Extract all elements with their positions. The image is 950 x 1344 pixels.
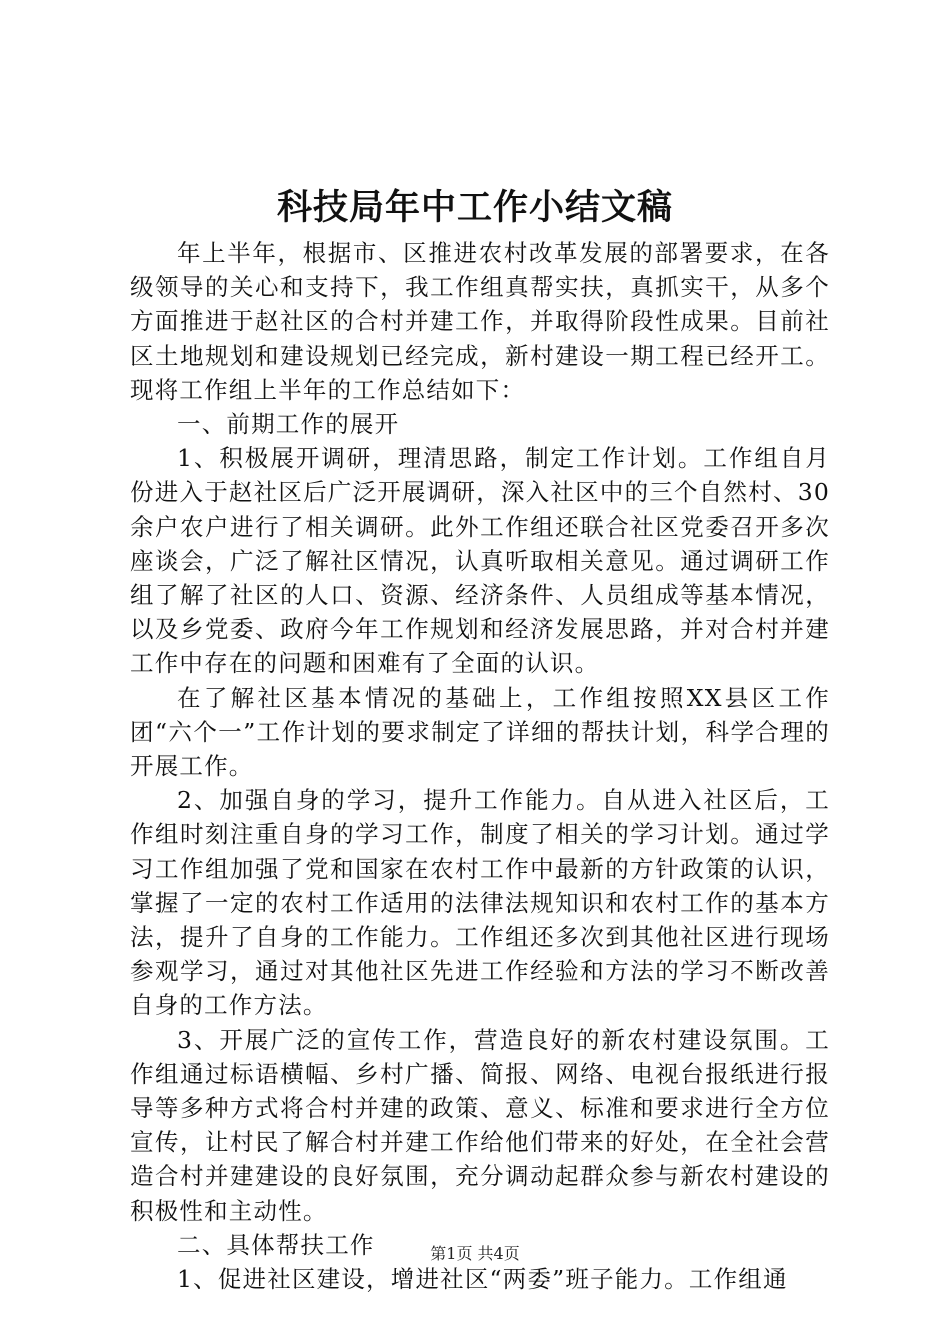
document-title: 科技局年中工作小结文稿 xyxy=(276,187,673,228)
paragraph-learning: 2、加强自身的学习，提升工作能力。自从进入社区后，工作组时刻注重自身的学习工作，制度了相关的学习计划。通过学习工作组加强了党和国家在农村工作中最新的方针政策的认识，掌握了一定的农村工作适用的法律法规知识和农村工作的基本方法，提升了自身的工作能力。工作组还多次到其他社区进行现场参观学习，通过对其他社区先进工作经验和方法的学习不断改善自身的工作方法。 xyxy=(130,786,830,1020)
paragraph-research: 1、积极展开调研，理清思路，制定工作计划。工作组自月份进入于赵社区后广泛开展调研，深入社区中的三个自然村、30余户农户进行了相关调研。此外工作组还联合社区党委召开多次座谈会，广泛了解社区情况，认真听取相关意见。通过调研工作组了解了社区的人口、资源、经济条件、人员组成等基本情况，以及乡党委、政府今年工作规划和经济发展思路，并对合村并建工作中存在的问题和困难有了全面的认识。 xyxy=(130,444,830,678)
paragraph-plan: 在了解社区基本情况的基础上，工作组按照XX县区工作团“六个一”工作计划的要求制定了详细的帮扶计划，科学合理的开展工作。 xyxy=(130,683,830,781)
paragraph-intro: 年上半年，根据市、区推进农村改革发展的部署要求，在各级领导的关心和支持下，我工作组真帮实扶，真抓实干，从多个方面推进于赵社区的合村并建工作，并取得阶段性成果。目前社区土地规划和建设规划已经完成，新村建设一期工程已经开工。现将工作组上半年的工作总结如下： xyxy=(130,239,830,404)
document-body xyxy=(130,236,830,1296)
section-heading-2: 二、具体帮扶工作 xyxy=(177,1230,375,1259)
paragraph-publicity: 3、开展广泛的宣传工作，营造良好的新农村建设氛围。工作组通过标语横幅、乡村广播、简报、网络、电视台报纸进行报导等多种方式将合村并建的政策、意义、标准和要求进行全方位宣传，让村民了解合村并建工作给他们带来的好处，在全社会营造合村并建建设的良好氛围，充分调动起群众参与新农村建设的积极性和主动性。 xyxy=(130,1025,830,1225)
paragraph-community: 1、促进社区建设，增进社区“两委”班子能力。工作组通 xyxy=(177,1265,788,1294)
section-heading-1: 一、前期工作的展开 xyxy=(177,410,400,439)
page-number-footer: 第1页 共4页 xyxy=(430,1244,520,1263)
